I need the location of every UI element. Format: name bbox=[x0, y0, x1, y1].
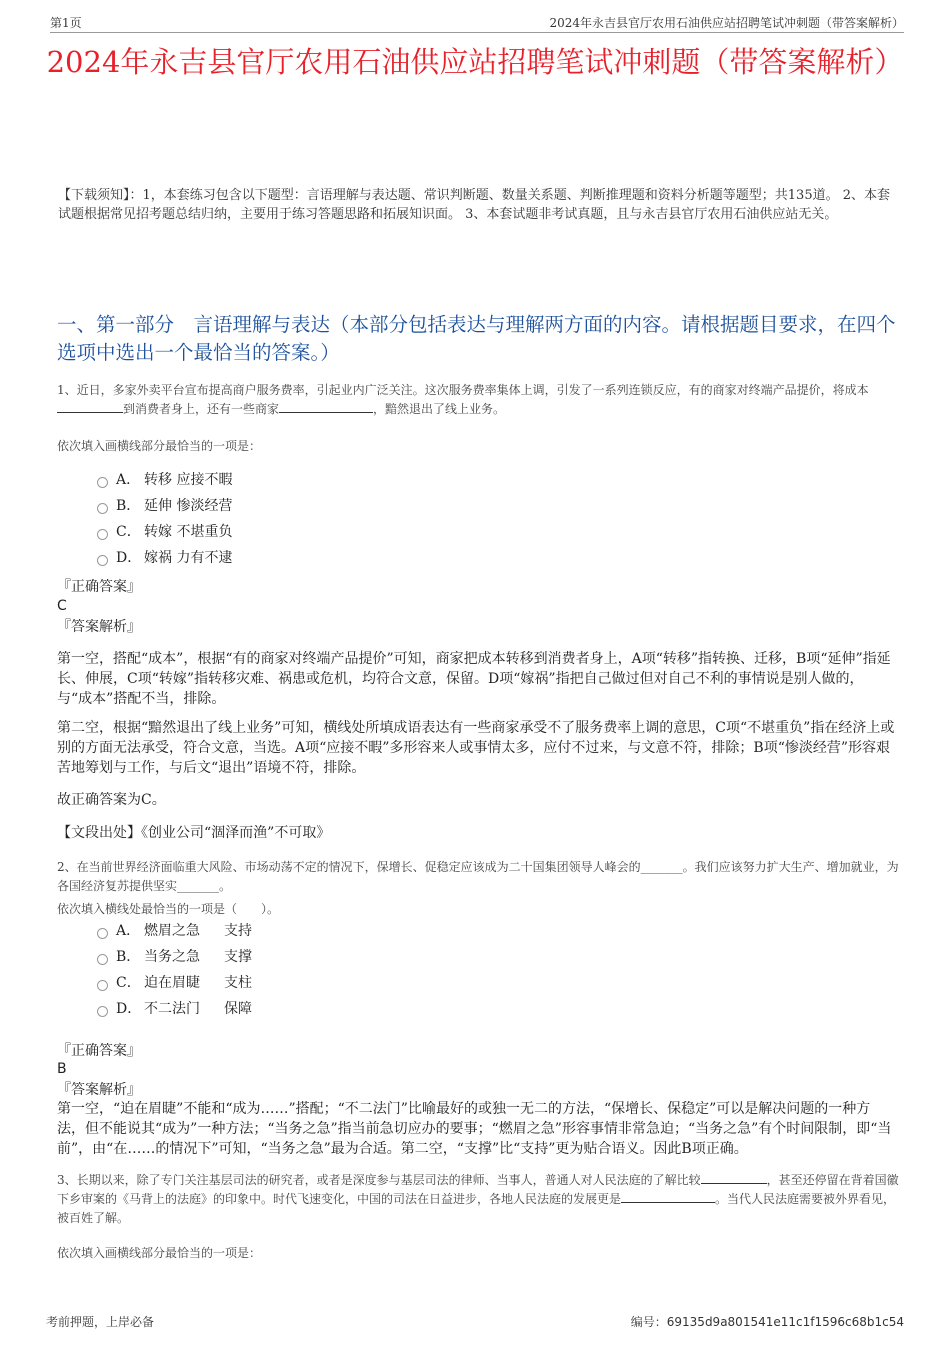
option-letter: C． bbox=[116, 524, 141, 540]
option-word-1: 转移 bbox=[144, 472, 172, 488]
question-1-text-b: 到消费者身上，还有一些商家 bbox=[123, 402, 280, 416]
option-letter: C． bbox=[116, 975, 141, 991]
page-number: 第1页 bbox=[50, 16, 82, 30]
document-title: 2024年永吉县官厅农用石油供应站招聘笔试冲刺题（带答案解析） bbox=[46, 45, 904, 79]
q1-option-a[interactable] bbox=[97, 470, 232, 490]
footer-slogan: 考前押题，上岸必备 bbox=[46, 1315, 155, 1329]
q1-source: 【文段出处】《创业公司“涸泽而渔”不可取》 bbox=[57, 825, 331, 841]
option-word-1: 转嫁 bbox=[144, 524, 172, 540]
option-word-2: 惨淡经营 bbox=[176, 498, 233, 514]
page-header bbox=[50, 14, 904, 33]
option-word-1: 燃眉之急 bbox=[144, 923, 200, 939]
download-notice: 【下载须知】：1，本套练习包含以下题型：言语理解与表达题、常识判断题、数量关系题、判断推理题和资料分析题等题型；共135道。 2、本套试题根据常见招考题总结归纳，主要用于练习答题思路和拓展知识面。 3、本套试题非考试真题，且与永吉县官厅农用石油供应站无关。 bbox=[58, 188, 890, 222]
option-word-2: 不堪重负 bbox=[176, 524, 233, 540]
option-word-2: 力有不逮 bbox=[176, 550, 233, 566]
blank-line bbox=[57, 400, 123, 413]
section-heading: 一、第一部分 言语理解与表达（本部分包括表达与理解两方面的内容。请根据题目要求，在四个选项中选出一个最恰当的答案。） bbox=[57, 313, 896, 364]
option-letter: D． bbox=[116, 550, 142, 566]
question-2-text: 2、在当前世界经济面临重大风险、市场动荡不定的情况下，保增长、促稳定应该成为二十国集团领导人峰会的_______。我们应该努力扩大生产、增加就业，为各国经济复苏提供坚实_______。 bbox=[57, 860, 899, 893]
q2-analysis-p1: 第一空，“迫在眉睫”不能和“成为……”搭配；“不二法门”比喻最好的或独一无二的方法，“保增长、保稳定”可以是解决问题的一种方法，但不能说其“成为”一种方法；“当务之急”指当前急切应办的要事；“燃眉之急”形容事情非常急迫；“当务之急”有个时间限制，即“当前”，由“在……的情况下”可知，“当务之急”最为合适。第二空，“支撑”比“支持”更为贴合语义。因此B项正确。 bbox=[57, 1101, 892, 1157]
question-2-prompt: 依次填入横线处最恰当的一项是（ ）。 bbox=[57, 902, 280, 916]
q1-analysis-label: 『答案解析』 bbox=[57, 619, 141, 635]
q1-option-b[interactable] bbox=[97, 496, 232, 516]
option-letter: A． bbox=[116, 472, 141, 488]
header-doc-title: 2024年永吉县官厅农用石油供应站招聘笔试冲刺题（带答案解析） bbox=[549, 16, 904, 30]
q1-option-d[interactable] bbox=[97, 548, 232, 568]
q2-analysis-label: 『答案解析』 bbox=[57, 1082, 141, 1098]
question-3-text bbox=[57, 1171, 900, 1228]
q2-answer-label: 『正确答案』 bbox=[57, 1043, 141, 1059]
blank-line bbox=[621, 1190, 715, 1203]
question-3-text-a: 3、长期以来，除了专门关注基层司法的研究者，或者是深度参与基层司法的律师、当事人，普通人对人民法庭的了解比较 bbox=[57, 1173, 701, 1187]
option-word-1: 迫在眉睫 bbox=[144, 975, 200, 991]
radio-icon[interactable] bbox=[97, 928, 108, 939]
question-3-prompt: 依次填入画横线部分最恰当的一项是： bbox=[57, 1246, 262, 1260]
option-word-1: 不二法门 bbox=[144, 1001, 200, 1017]
question-1-prompt: 依次填入画横线部分最恰当的一项是： bbox=[57, 439, 262, 453]
q2-answer: B bbox=[57, 1061, 67, 1077]
footer-code bbox=[631, 1313, 904, 1330]
radio-icon[interactable] bbox=[97, 954, 108, 965]
option-word-2: 应接不暇 bbox=[176, 472, 233, 488]
q1-answer-label: 『正确答案』 bbox=[57, 579, 141, 595]
q1-analysis-p3: 故正确答案为C。 bbox=[57, 792, 166, 808]
q2-option-b[interactable] bbox=[97, 947, 252, 967]
option-letter: D． bbox=[116, 1001, 142, 1017]
option-word-1: 嫁祸 bbox=[144, 550, 172, 566]
option-word-2: 支撑 bbox=[224, 949, 252, 965]
radio-icon[interactable] bbox=[97, 477, 108, 488]
page-footer bbox=[46, 1313, 904, 1330]
q2-option-a[interactable] bbox=[97, 921, 252, 941]
option-word-2: 保障 bbox=[224, 1001, 252, 1017]
radio-icon[interactable] bbox=[97, 555, 108, 566]
radio-icon[interactable] bbox=[97, 980, 108, 991]
question-3-text-b: ，甚至还停留在背着国徽下乡审案的《马背上的法庭》的印象中。时代飞速变化，中国的司法在日益进步，各地人民法庭的发展更是 bbox=[57, 1173, 899, 1206]
radio-icon[interactable] bbox=[97, 529, 108, 540]
option-letter: B． bbox=[116, 949, 141, 965]
option-word-1: 延伸 bbox=[144, 498, 172, 514]
option-letter: A． bbox=[116, 923, 141, 939]
q1-answer: C bbox=[57, 598, 67, 614]
q1-analysis-p1: 第一空，搭配“成本”，根据“有的商家对终端产品提价”可知，商家把成本转移到消费者身上，A项“转移”指转换、迁移，B项“延伸”指延长、伸展，C项“转嫁”指转移灾难、祸患或危机，均符合文意，保留。D项“嫁祸”指把自己做过但对自己不利的事情说是别人做的，与“成本”搭配不当，排除。 bbox=[57, 651, 891, 707]
radio-icon[interactable] bbox=[97, 503, 108, 514]
blank-line bbox=[279, 400, 373, 413]
q2-option-d[interactable] bbox=[97, 999, 252, 1019]
option-word-1: 当务之急 bbox=[144, 949, 200, 965]
blank-line bbox=[701, 1171, 767, 1184]
option-word-2: 支柱 bbox=[224, 975, 252, 991]
question-1-text-c: ，黯然退出了线上业务。 bbox=[373, 402, 506, 416]
question-3-text-c: 。当代人民法庭需要被外界看见，被百姓了解。 bbox=[57, 1192, 896, 1225]
q1-option-c[interactable] bbox=[97, 522, 232, 542]
q2-option-c[interactable] bbox=[97, 973, 252, 993]
option-word-2: 支持 bbox=[224, 923, 252, 939]
question-1-text bbox=[57, 381, 900, 419]
footer-code-value: 69135d9a801541e11c1f1596c68b1c54 bbox=[666, 1315, 904, 1329]
option-letter: B． bbox=[116, 498, 141, 514]
q1-analysis-p2: 第二空，根据“黯然退出了线上业务”可知，横线处所填成语表达有一些商家承受不了服务费率上调的意思，C项“不堪重负”指在经济上或别的方面无法承受，符合文意，当选。A项“应接不暇”多形容来人或事情太多，应付不过来，与文意不符，排除；B项“惨淡经营”形容艰苦地筹划与工作，与后文“退出”语境不符，排除。 bbox=[57, 720, 895, 776]
question-1-text-a: 1、近日，多家外卖平台宣布提高商户服务费率，引起业内广泛关注。这次服务费率集体上调，引发了一系列连锁反应，有的商家对终端产品提价，将成本 bbox=[57, 383, 869, 397]
footer-code-label: 编号： bbox=[630, 1315, 667, 1329]
radio-icon[interactable] bbox=[97, 1006, 108, 1017]
